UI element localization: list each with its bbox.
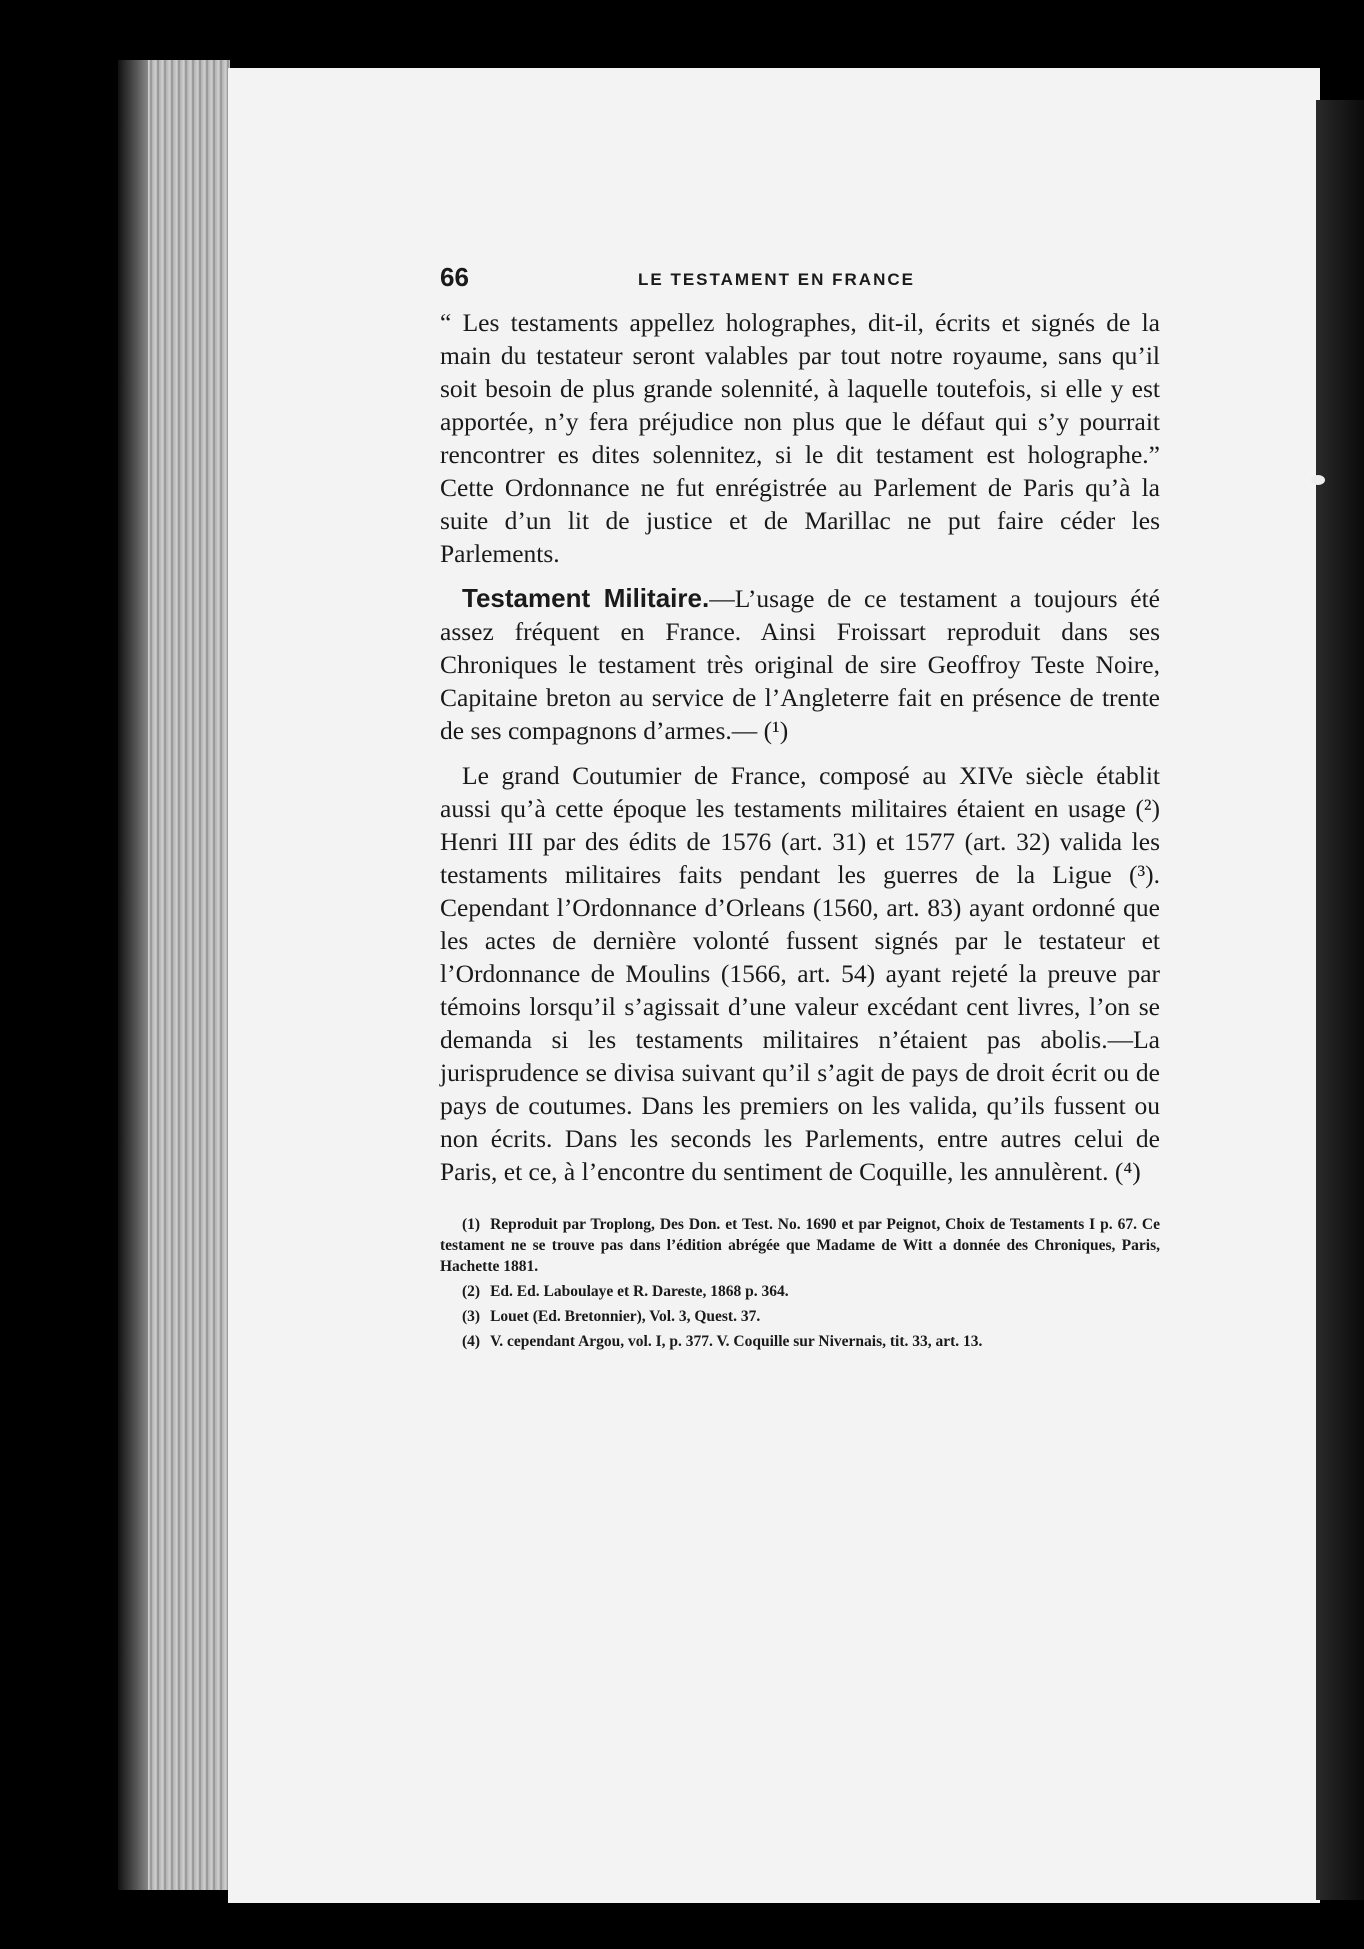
footnote: [440, 1281, 1160, 1302]
footnote-number: (1): [462, 1216, 481, 1233]
footnotes: [440, 1214, 1160, 1352]
footnote-number: (4): [462, 1333, 481, 1350]
paragraph-2: [440, 582, 1160, 747]
running-title: LE TESTAMENT EN FRANCE: [638, 270, 915, 289]
footnote: [440, 1306, 1160, 1327]
footnote-text: Ed. Ed. Laboulaye et R. Dareste, 1868 p. 364.: [490, 1283, 789, 1300]
page-content: [440, 262, 1160, 1356]
footnote: [440, 1214, 1160, 1277]
right-edge-shadow: [1316, 100, 1364, 1900]
page-number: 66: [440, 262, 469, 292]
margin-mark: [1311, 475, 1325, 485]
footnote-text: V. cependant Argou, vol. I, p. 377. V. Coquille sur Nivernais, tit. 33, art. 13.: [490, 1333, 983, 1350]
footnote: [440, 1331, 1160, 1352]
footnote-number: (3): [462, 1308, 481, 1325]
footnote-text: Reproduit par Troplong, Des Don. et Test. No. 1690 et par Peignot, Choix de Testaments I p. 67. Ce testament ne se trouve pas dans l’édition abrégée que Madame de Witt a donnée des Chroniques, Paris, Hachette 1881.: [440, 1216, 1160, 1275]
section-heading: Testament Militaire.: [462, 583, 710, 613]
footnote-text: Louet (Ed. Bretonnier), Vol. 3, Quest. 37.: [490, 1308, 761, 1325]
paragraph-1: “ Les testaments appellez holographes, dit-il, écrits et signés de la main du testateur seront valables par tout notre royaume, sans qu’il soit besoin de plus grande solennité, à laquelle toutefois, si elle y est apportée, n’y fera préjudice non plus que le défaut qui s’y pourrait rencontrer es dites solennitez, si le dit testament est holographe.” Cette Ordonnance ne fut enrégistrée au Parlement de Paris qu’à la suite d’un lit de justice et de Marillac ne put faire céder les Parlements.: [440, 308, 1160, 568]
paragraph-3: Le grand Coutumier de France, composé au XIVe siècle établit aussi qu’à cette époque les testaments militaires étaient en usage (²) Henri III par des édits de 1576 (art. 31) et 1577 (art. 32) valida les testaments militaires faits pendant les guerres de la Ligue (³). Cependant l’Ordonnance d’Orleans (1560, art. 83) ayant ordonné que les actes de dernière volonté fussent signés par le testateur et l’Ordonnance de Moulins (1566, art. 54) ayant rejeté la preuve par témoins lorsqu’il s’agissait d’une valeur excédant cent livres, l’on se demanda si les testaments militaires n’étaient pas abolis.—La jurisprudence se divisa suivant qu’il s’agit de pays de droit écrit ou de pays de coutumes. Dans les premiers on les valida, qu’ils fussent ou non écrits. Dans les seconds les Parlements, entre autres celui de Paris, et ce, à l’encontre du sentiment de Coquille, les annulèrent. (⁴): [440, 761, 1160, 1186]
book-spine-shadow: [118, 60, 148, 1890]
footnote-number: (2): [462, 1283, 481, 1300]
running-head: [440, 262, 1160, 292]
paragraph-2-text: —L’usage de ce testament a toujours été assez fréquent en France. Ainsi Froissart reproduit dans ses Chroniques le testament très original de sire Geoffroy Teste Noire, Capitaine breton au service de l’Angleterre fait en présence de trente de ses compagnons d’armes.— (¹): [440, 584, 1160, 745]
